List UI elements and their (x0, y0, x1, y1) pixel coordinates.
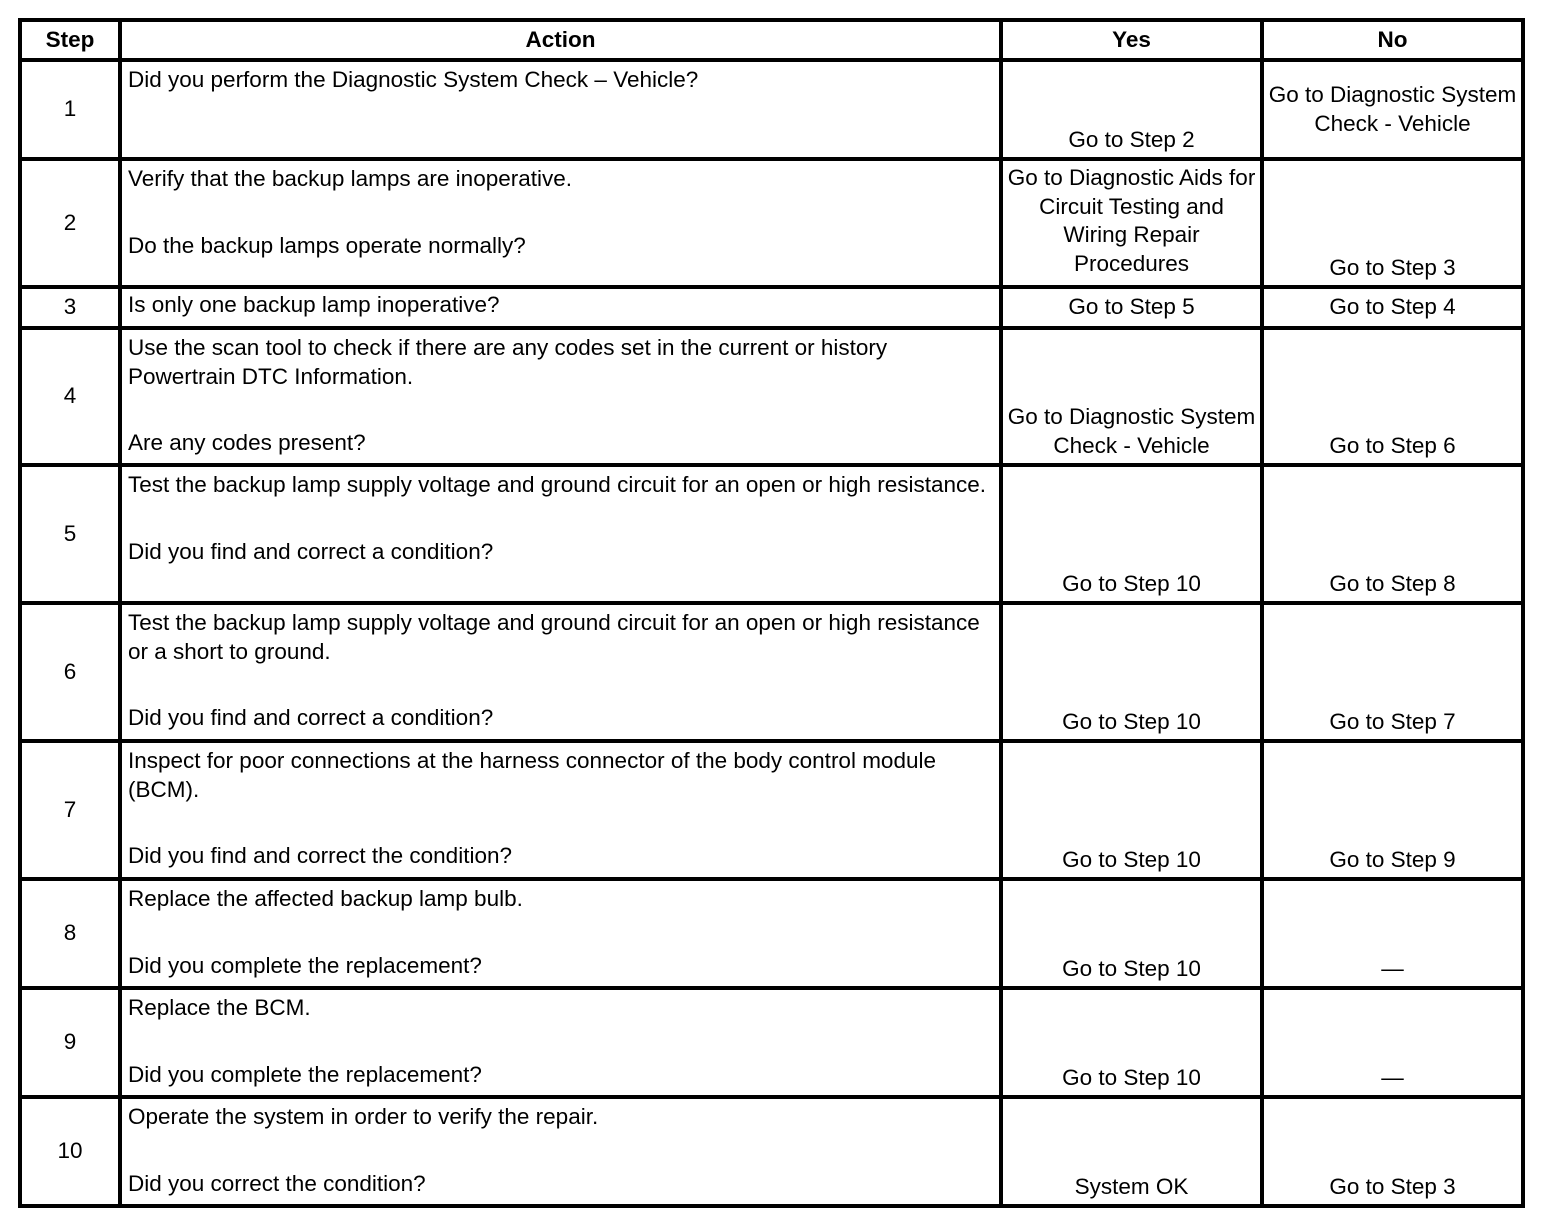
no-cell: — (1262, 879, 1523, 988)
step-number: 10 (20, 1097, 120, 1206)
action-text: Test the backup lamp supply voltage and ground circuit for an open or high resistance. (128, 472, 987, 497)
yes-cell: Go to Step 10 (1001, 741, 1262, 879)
action-text: Operate the system in order to verify the repair. (128, 1104, 599, 1129)
question-text: Did you correct the condition? (128, 1170, 426, 1196)
table-row (20, 741, 1523, 879)
action-cell (120, 287, 1001, 328)
question-text: Did you find and correct a condition? (128, 705, 494, 730)
action-text: Test the backup lamp supply voltage and ground circuit for an open or high resistance or a short to ground. (128, 610, 980, 664)
yes-cell: Go to Step 10 (1001, 603, 1262, 741)
table-row (20, 159, 1523, 287)
action-cell (120, 465, 1001, 603)
yes-cell: System OK (1001, 1097, 1262, 1206)
table-row (20, 465, 1523, 603)
table-row (20, 988, 1523, 1097)
step-number: 1 (20, 60, 120, 159)
no-cell: Go to Step 7 (1262, 603, 1523, 741)
action-cell (120, 741, 1001, 879)
question-text: Did you complete the replacement? (128, 1061, 482, 1087)
yes-cell: Go to Step 2 (1001, 60, 1262, 159)
action-text: Verify that the backup lamps are inoperative. (128, 166, 573, 191)
table-row (20, 60, 1523, 159)
no-cell: Go to Step 9 (1262, 741, 1523, 879)
yes-cell: Go to Step 10 (1001, 988, 1262, 1097)
question-text: Do the backup lamps operate normally? (128, 232, 526, 258)
action-text: Replace the affected backup lamp bulb. (128, 886, 523, 911)
no-cell: Go to Step 6 (1262, 328, 1523, 465)
header-no: No (1262, 20, 1523, 60)
step-number: 2 (20, 159, 120, 287)
question-text: Did you find and correct the condition? (128, 843, 512, 868)
no-cell: Go to Step 3 (1262, 159, 1523, 287)
no-cell: Go to Step 3 (1262, 1097, 1523, 1206)
action-cell (120, 60, 1001, 159)
step-number: 8 (20, 879, 120, 988)
no-cell: Go to Diagnostic System Check - Vehicle (1262, 60, 1523, 159)
table-row (20, 287, 1523, 328)
diagnostic-table (18, 18, 1525, 1208)
step-number: 7 (20, 741, 120, 879)
question-text: Did you complete the replacement? (128, 952, 482, 978)
no-cell: — (1262, 988, 1523, 1097)
action-cell (120, 159, 1001, 287)
step-number: 5 (20, 465, 120, 603)
yes-cell: Go to Diagnostic Aids for Circuit Testing and Wiring Repair Procedures (1001, 159, 1262, 287)
action-text: Use the scan tool to check if there are any codes set in the current or history Powertrain DTC Information. (128, 335, 888, 389)
no-cell: Go to Step 8 (1262, 465, 1523, 603)
action-text: Replace the BCM. (128, 995, 311, 1020)
step-number: 4 (20, 328, 120, 465)
yes-cell: Go to Diagnostic System Check - Vehicle (1001, 328, 1262, 465)
action-text: Did you perform the Diagnostic System Check – Vehicle? (128, 67, 699, 92)
header-row (20, 20, 1523, 60)
yes-cell: Go to Step 10 (1001, 879, 1262, 988)
table-row (20, 328, 1523, 465)
step-number: 9 (20, 988, 120, 1097)
yes-cell: Go to Step 10 (1001, 465, 1262, 603)
action-cell (120, 879, 1001, 988)
diagnostic-table-container (18, 18, 1525, 1208)
action-text: Inspect for poor connections at the harness connector of the body control module (BCM). (128, 748, 936, 802)
no-cell: Go to Step 4 (1262, 287, 1523, 328)
action-cell (120, 988, 1001, 1097)
step-number: 6 (20, 603, 120, 741)
header-step: Step (20, 20, 120, 60)
table-row (20, 603, 1523, 741)
action-text: Is only one backup lamp inoperative? (128, 292, 500, 317)
header-yes: Yes (1001, 20, 1262, 60)
header-action: Action (120, 20, 1001, 60)
yes-cell: Go to Step 5 (1001, 287, 1262, 328)
question-text: Are any codes present? (128, 430, 366, 455)
action-cell (120, 603, 1001, 741)
table-row (20, 1097, 1523, 1206)
action-cell (120, 1097, 1001, 1206)
step-number: 3 (20, 287, 120, 328)
question-text: Did you find and correct a condition? (128, 538, 494, 564)
table-row (20, 879, 1523, 988)
action-cell (120, 328, 1001, 465)
